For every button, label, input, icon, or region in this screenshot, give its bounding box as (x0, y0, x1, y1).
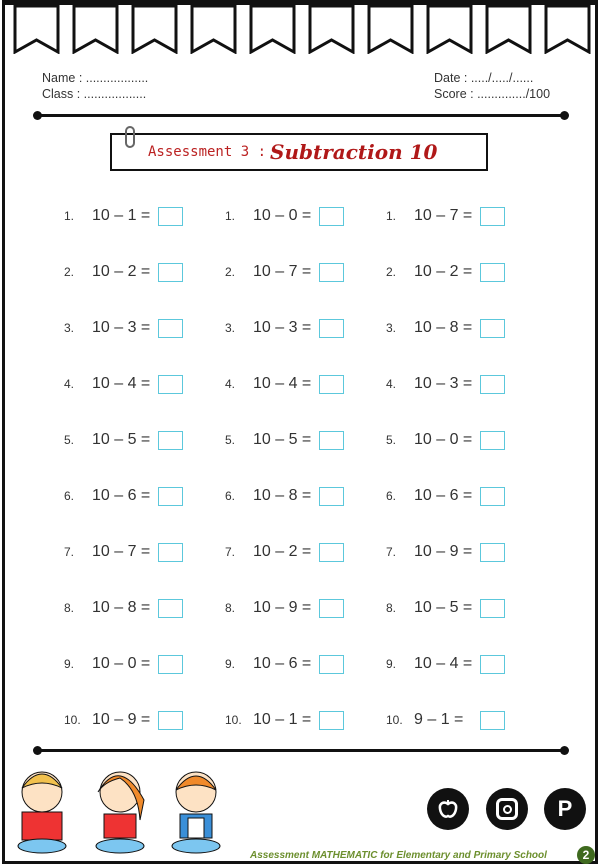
question-item (386, 373, 505, 395)
kid-thinking-icon (90, 760, 150, 855)
page-number: 2 (577, 846, 595, 864)
question-number: 8. (225, 601, 236, 615)
answer-box[interactable] (319, 543, 344, 562)
answer-box[interactable] (480, 599, 505, 618)
question-equation: 10 – 0 = (414, 431, 473, 448)
answer-box[interactable] (319, 487, 344, 506)
bunting-flag (366, 4, 415, 54)
paperclip-icon (125, 126, 135, 148)
answer-box[interactable] (158, 207, 183, 226)
score-label: Score : ............../100 (434, 87, 551, 101)
question-number: 6. (386, 489, 397, 503)
answer-box[interactable] (480, 543, 505, 562)
question-item (64, 373, 183, 395)
question-number: 7. (64, 545, 75, 559)
question-number: 4. (64, 377, 75, 391)
answer-box[interactable] (158, 543, 183, 562)
question-item (386, 485, 505, 507)
answer-box[interactable] (480, 711, 505, 730)
answer-box[interactable] (158, 263, 183, 282)
question-number: 1. (64, 209, 75, 223)
divider-bottom (37, 749, 565, 752)
date-score-field (434, 70, 550, 102)
question-number: 9. (64, 657, 75, 671)
page-title: Subtraction 10 (270, 140, 438, 164)
question-equation: 10 – 7 = (414, 207, 473, 224)
question-item (64, 205, 183, 227)
question-item (225, 597, 344, 619)
title-prefix: Assessment 3 : (148, 144, 267, 160)
answer-box[interactable] (158, 655, 183, 674)
question-item (64, 485, 183, 507)
question-item (225, 485, 344, 507)
question-number: 2. (225, 265, 236, 279)
question-equation: 10 – 8 = (253, 487, 312, 504)
question-equation: 10 – 5 = (253, 431, 312, 448)
question-item (64, 429, 183, 451)
question-item (225, 709, 344, 731)
question-number: 4. (225, 377, 236, 391)
answer-box[interactable] (158, 711, 183, 730)
kid-reading-icon (12, 760, 72, 855)
question-equation: 10 – 1 = (92, 207, 151, 224)
bunting-flag (130, 4, 179, 54)
footer-text: Assessment MATHEMATIC for Elementary and Primary School (250, 850, 547, 861)
question-equation: 10 – 9 = (92, 711, 151, 728)
question-number: 9. (386, 657, 397, 671)
answer-box[interactable] (319, 319, 344, 338)
date-label: Date : ...../...../...... (434, 71, 534, 85)
bunting-flag (71, 4, 120, 54)
question-equation: 10 – 2 = (92, 263, 151, 280)
question-equation: 10 – 3 = (253, 319, 312, 336)
question-number: 8. (386, 601, 397, 615)
question-item (64, 261, 183, 283)
question-equation: 10 – 2 = (253, 543, 312, 560)
bunting-flag (484, 4, 533, 54)
question-number: 10. (225, 713, 242, 727)
question-number: 5. (64, 433, 75, 447)
question-number: 1. (225, 209, 236, 223)
answer-box[interactable] (319, 263, 344, 282)
question-item (225, 317, 344, 339)
question-equation: 10 – 6 = (414, 487, 473, 504)
question-number: 5. (225, 433, 236, 447)
question-number: 8. (64, 601, 75, 615)
class-label: Class : .................. (42, 87, 147, 101)
question-equation: 10 – 8 = (414, 319, 473, 336)
answer-box[interactable] (158, 319, 183, 338)
answer-box[interactable] (319, 207, 344, 226)
answer-box[interactable] (480, 207, 505, 226)
question-equation: 10 – 9 = (253, 599, 312, 616)
question-item (386, 709, 505, 731)
question-number: 6. (64, 489, 75, 503)
question-item (225, 373, 344, 395)
bunting-flag (543, 4, 592, 54)
name-label: Name : .................. (42, 71, 149, 85)
question-item (64, 541, 183, 563)
question-item (225, 653, 344, 675)
question-item (386, 205, 505, 227)
question-equation: 10 – 3 = (92, 319, 151, 336)
answer-box[interactable] (319, 431, 344, 450)
question-equation: 10 – 4 = (253, 375, 312, 392)
question-number: 3. (225, 321, 236, 335)
question-item (64, 317, 183, 339)
bunting-decoration (12, 4, 592, 54)
instagram-icon[interactable] (486, 788, 528, 830)
question-number: 3. (64, 321, 75, 335)
pinterest-icon[interactable]: P (544, 788, 586, 830)
question-item (386, 653, 505, 675)
question-item (64, 709, 183, 731)
question-item (386, 597, 505, 619)
question-equation: 9 – 1 = (414, 711, 464, 728)
question-item (386, 541, 505, 563)
question-item (386, 317, 505, 339)
apple-icon[interactable] (427, 788, 469, 830)
answer-box[interactable] (480, 263, 505, 282)
question-number: 4. (386, 377, 397, 391)
title-banner (110, 133, 488, 171)
bunting-flag (425, 4, 474, 54)
question-item (386, 429, 505, 451)
question-number: 9. (225, 657, 236, 671)
kid-writing-icon (166, 760, 226, 855)
answer-box[interactable] (480, 655, 505, 674)
answer-box[interactable] (319, 711, 344, 730)
divider-top (37, 114, 565, 117)
name-field (42, 70, 148, 102)
question-item (64, 653, 183, 675)
question-equation: 10 – 7 = (253, 263, 312, 280)
answer-box[interactable] (480, 431, 505, 450)
question-item (64, 597, 183, 619)
answer-box[interactable] (158, 599, 183, 618)
bunting-flag (189, 4, 238, 54)
question-equation: 10 – 2 = (414, 263, 473, 280)
question-equation: 10 – 6 = (253, 655, 312, 672)
question-number: 7. (386, 545, 397, 559)
question-number: 5. (386, 433, 397, 447)
question-item (225, 429, 344, 451)
question-equation: 10 – 4 = (92, 375, 151, 392)
question-equation: 10 – 1 = (253, 711, 312, 728)
bunting-flag (12, 4, 61, 54)
question-item (225, 541, 344, 563)
answer-box[interactable] (158, 487, 183, 506)
question-equation: 10 – 3 = (414, 375, 473, 392)
question-item (225, 205, 344, 227)
question-equation: 10 – 7 = (92, 543, 151, 560)
answer-box[interactable] (158, 375, 183, 394)
answer-box[interactable] (319, 599, 344, 618)
bunting-flag (248, 4, 297, 54)
question-equation: 10 – 9 = (414, 543, 473, 560)
question-number: 2. (386, 265, 397, 279)
question-number: 10. (386, 713, 403, 727)
answer-box[interactable] (158, 431, 183, 450)
question-equation: 10 – 4 = (414, 655, 473, 672)
question-number: 7. (225, 545, 236, 559)
question-equation: 10 – 8 = (92, 599, 151, 616)
question-number: 3. (386, 321, 397, 335)
answer-box[interactable] (319, 375, 344, 394)
question-number: 10. (64, 713, 81, 727)
question-number: 1. (386, 209, 397, 223)
bunting-flag (307, 4, 356, 54)
question-item (386, 261, 505, 283)
question-equation: 10 – 5 = (414, 599, 473, 616)
question-equation: 10 – 5 = (92, 431, 151, 448)
question-equation: 10 – 0 = (253, 207, 312, 224)
question-equation: 10 – 0 = (92, 655, 151, 672)
answer-box[interactable] (480, 375, 505, 394)
question-equation: 10 – 6 = (92, 487, 151, 504)
answer-box[interactable] (480, 487, 505, 506)
question-number: 2. (64, 265, 75, 279)
question-item (225, 261, 344, 283)
question-number: 6. (225, 489, 236, 503)
answer-box[interactable] (319, 655, 344, 674)
answer-box[interactable] (480, 319, 505, 338)
